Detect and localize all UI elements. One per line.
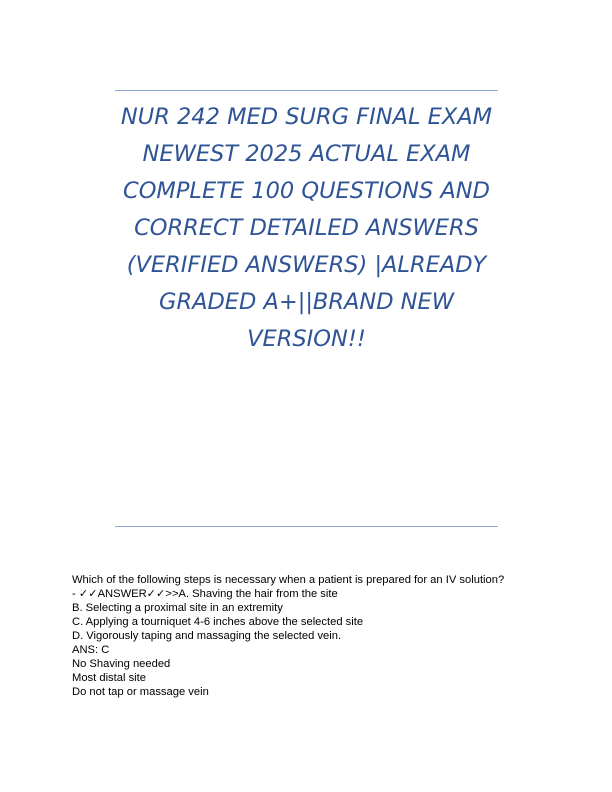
question-text: Which of the following steps is necessary when a patient is prepared for an IV solution?	[72, 574, 505, 586]
option-a: - ✓✓ANSWER✓✓>>A. Shaving the hair from the site	[72, 588, 338, 600]
option-d: D. Vigorously taping and massaging the selected vein.	[72, 630, 342, 642]
title-line: (VERIFIED ANSWERS) |ALREADY	[126, 252, 487, 278]
option-b: B. Selecting a proximal site in an extremity	[72, 602, 283, 614]
bottom-divider	[115, 526, 498, 527]
top-divider	[115, 90, 498, 91]
rationale-line: Do not tap or massage vein	[72, 686, 209, 698]
document-title	[110, 99, 503, 358]
title-line: COMPLETE 100 QUESTIONS AND	[123, 178, 490, 204]
answer-key: ANS: C	[72, 644, 110, 656]
title-line: GRADED A+||BRAND NEW	[159, 289, 454, 315]
option-c: C. Applying a tourniquet 4-6 inches above the selected site	[72, 616, 364, 628]
title-line: CORRECT DETAILED ANSWERS	[134, 215, 479, 241]
title-line: NUR 242 MED SURG FINAL EXAM	[120, 104, 493, 130]
title-line: VERSION!!	[247, 326, 366, 352]
rationale-line: No Shaving needed	[72, 658, 171, 670]
title-line: NEWEST 2025 ACTUAL EXAM	[142, 141, 471, 167]
rationale-line: Most distal site	[72, 672, 146, 684]
question-block	[72, 573, 552, 699]
